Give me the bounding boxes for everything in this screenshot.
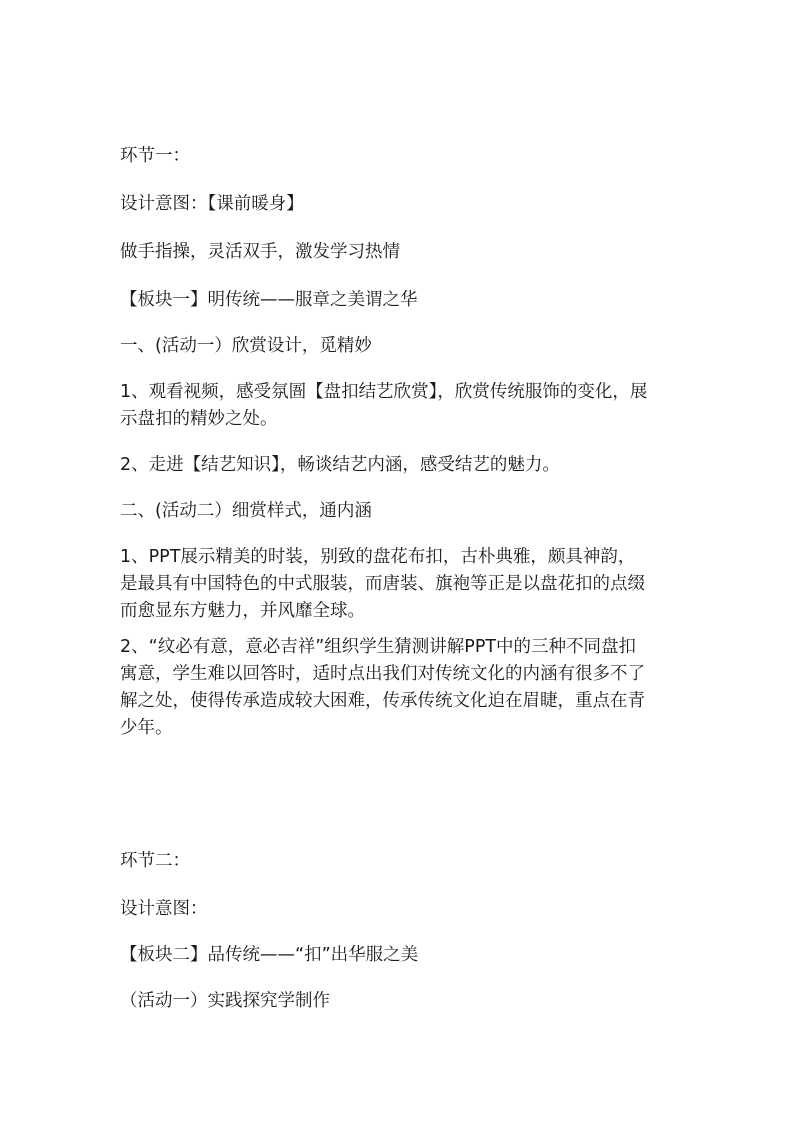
block2-title: 【板块二】品传统——“扣”出华服之美 — [120, 945, 419, 965]
section1-heading: 环节一： — [120, 146, 190, 166]
paragraph-line: 示盘扣的精妙之处。 — [120, 409, 278, 429]
paragraph-line: 而愈显东方魅力，并风靡全球。 — [120, 601, 365, 621]
block1-activity1-item1 — [120, 379, 680, 433]
section1-design-intent: 设计意图：【课前暖身】 — [120, 194, 304, 214]
section2-design-intent: 设计意图： — [120, 899, 208, 919]
paragraph-line: 1、观看视频，感受氛圄【盘扣结艺欣赏】，欣赏传统服饰的变化，展 — [120, 382, 648, 402]
block1-title: 【板块一】明传统——服章之美谓之华 — [120, 290, 418, 310]
block1-activity2-item2 — [120, 634, 680, 742]
paragraph-line: 解之处，使得传承造成较大困难，传承传统文化迫在眉睫，重点在青 — [120, 691, 645, 711]
paragraph-line: 少年。 — [120, 718, 173, 738]
section1-warmup-text: 做手指操，灵活双手，激发学习热情 — [120, 242, 400, 262]
block2-activity1-title: （活动一）实践探究学制作 — [120, 991, 330, 1011]
block1-activity2-item1 — [120, 544, 680, 625]
paragraph-line: 2、“纹必有意，意必吉祥”组织学生猜测讲解PPT中的三种不同盘扣 — [120, 637, 637, 657]
block1-activity1-title: 一、(活动一）欣赏设计，觅精妙 — [120, 336, 372, 356]
paragraph-line: 寓意，学生难以回答时，适时点出我们对传统文化的内涵有很多不了 — [120, 664, 645, 684]
paragraph-line: 是最具有中国特色的中式服装，而唐装、旗袍等正是以盘花扣的点缀 — [120, 574, 645, 594]
paragraph-line: 1、PPT展示精美的时装，别致的盘花布扣，古朴典雅，颇具神韵， — [120, 547, 636, 567]
block1-activity1-item2: 2、走进【结艺知识】，畅谈结艺内涵，感受结艺的魅力。 — [120, 455, 560, 475]
section2-heading: 环节二： — [120, 851, 190, 871]
block1-activity2-title: 二、(活动二）细赏样式，通内涵 — [120, 501, 372, 521]
